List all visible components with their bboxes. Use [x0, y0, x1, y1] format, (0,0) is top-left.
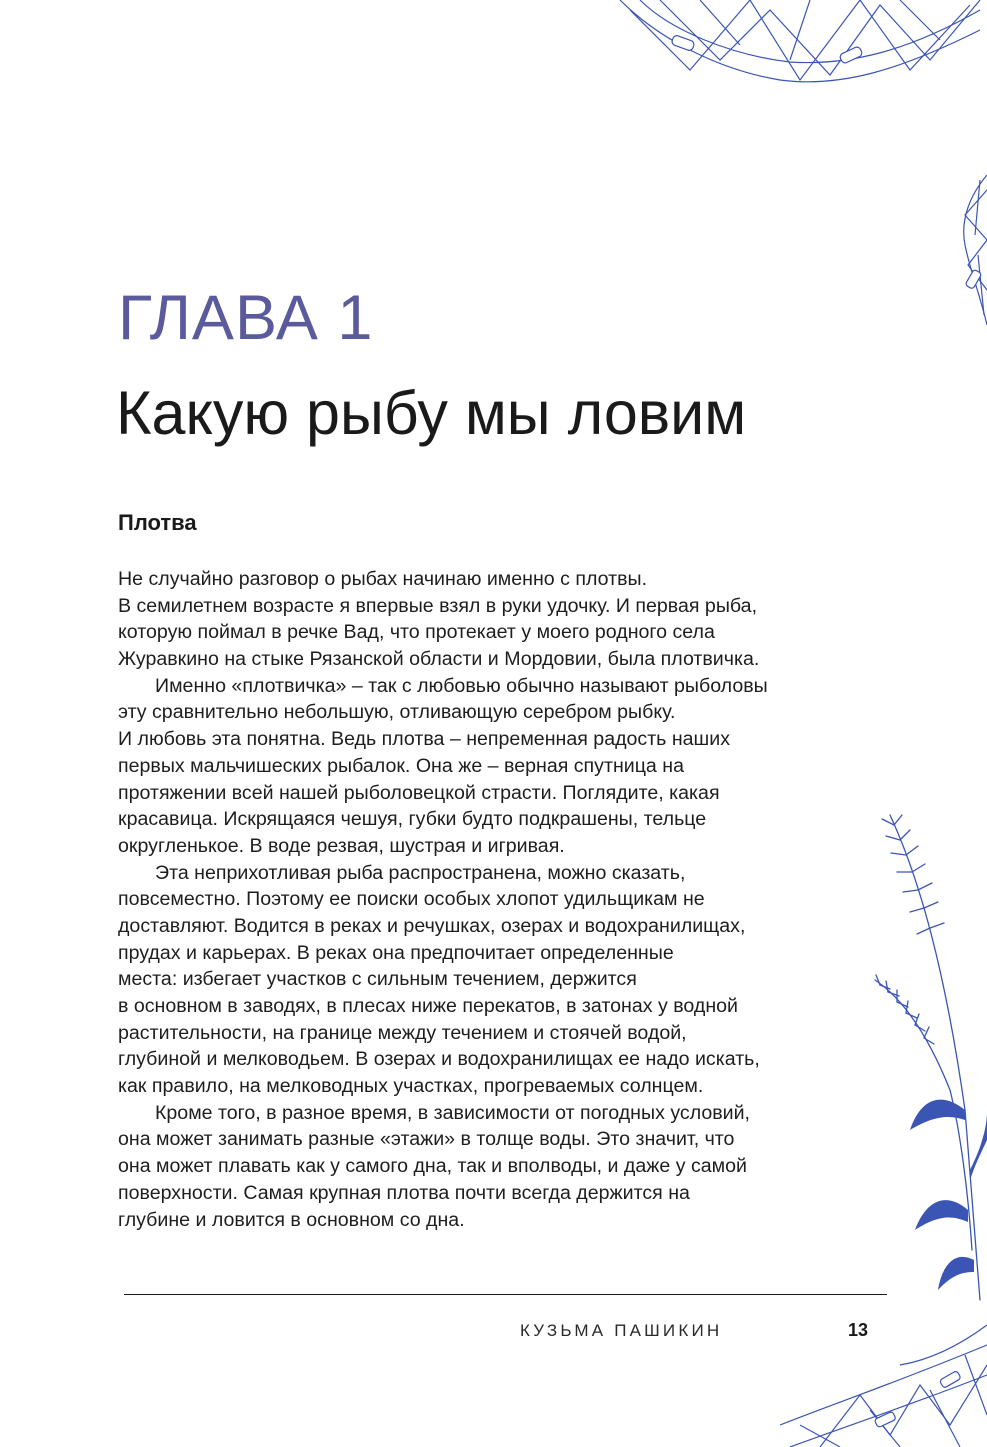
- body-line: места: избегает участков с сильным течением, держится: [118, 968, 637, 991]
- body-line: Не случайно разговор о рыбах начинаю именно с плотвы.: [118, 568, 648, 590]
- body-line: Журавкино на стыке Рязанской области и Мордовии, была плотвичка.: [118, 648, 760, 671]
- chapter-label: ГЛАВА 1: [118, 283, 374, 353]
- body-line: она может занимать разные «этажи» в толще воды. Это значит, что: [118, 1128, 735, 1151]
- body-line: прудах и карьерах. В реках она предпочитает определенные: [118, 941, 674, 964]
- fishing-net-top-illustration: [600, 0, 987, 100]
- body-line: повсеместно. Поэтому ее поиски особых хлопот удильщикам не: [118, 888, 705, 911]
- body-line: глубиной и мелководьем. В озерах и водохранилищах ее надо искать,: [118, 1048, 760, 1071]
- body-text: [118, 566, 888, 1233]
- body-line: В семилетнем возрасте я впервые взял в руки удочку. И первая рыба,: [118, 594, 758, 617]
- body-line: И любовь эта понятна. Ведь плотва – непременная радость наших: [118, 728, 731, 751]
- body-line: она может плавать как у самого дна, так и вполводы, и даже у самой: [118, 1155, 747, 1178]
- running-footer-author: КУЗЬМА ПАШИКИН: [520, 1321, 723, 1340]
- section-heading: Плотва: [118, 510, 197, 535]
- body-line: поверхности. Самая крупная плотва почти всегда держится на: [118, 1181, 690, 1204]
- body-line: Кроме того, в разное время, в зависимости от погодных условий,: [155, 1101, 750, 1124]
- body-line: красавица. Искрящаяся чешуя, губки будто подкрашены, тельце: [118, 808, 707, 831]
- body-line: протяжении всей нашей рыболовецкой страсти. Поглядите, какая: [118, 781, 720, 804]
- footer-rule: [124, 1294, 887, 1295]
- page-number: 13: [848, 1320, 869, 1340]
- body-line: как правило, на мелководных участках, прогреваемых солнцем.: [118, 1075, 704, 1098]
- body-line: глубине и ловится в основном со дна.: [118, 1208, 465, 1231]
- body-line: округленькое. В воде резвая, шустрая и игривая.: [118, 834, 565, 857]
- fishing-net-bottom-illustration: [780, 1315, 987, 1447]
- fishing-net-side-illustration: [950, 175, 987, 325]
- body-line: Именно «плотвичка» – так с любовью обычно называют рыболовы: [155, 674, 768, 697]
- body-line: эту сравнительно небольшую, отливающую серебром рыбку.: [118, 701, 676, 724]
- chapter-title: Какую рыбу мы ловим: [116, 379, 747, 447]
- body-line: первых мальчишеских рыбалок. Она же – верная спутница на: [118, 754, 684, 777]
- body-line: в основном в заводях, в плесах ниже перекатов, в затонах у водной: [118, 995, 738, 1017]
- body-line: Эта неприхотливая рыба распространена, можно сказать,: [155, 861, 686, 884]
- body-line: которую поймал в речке Вад, что протекает у моего родного села: [118, 621, 715, 644]
- body-line: растительности, на границе между течением и стоячей водой,: [118, 1021, 687, 1044]
- body-line: доставляют. Водится в реках и речушках, озерах и водохранилищах,: [118, 914, 746, 937]
